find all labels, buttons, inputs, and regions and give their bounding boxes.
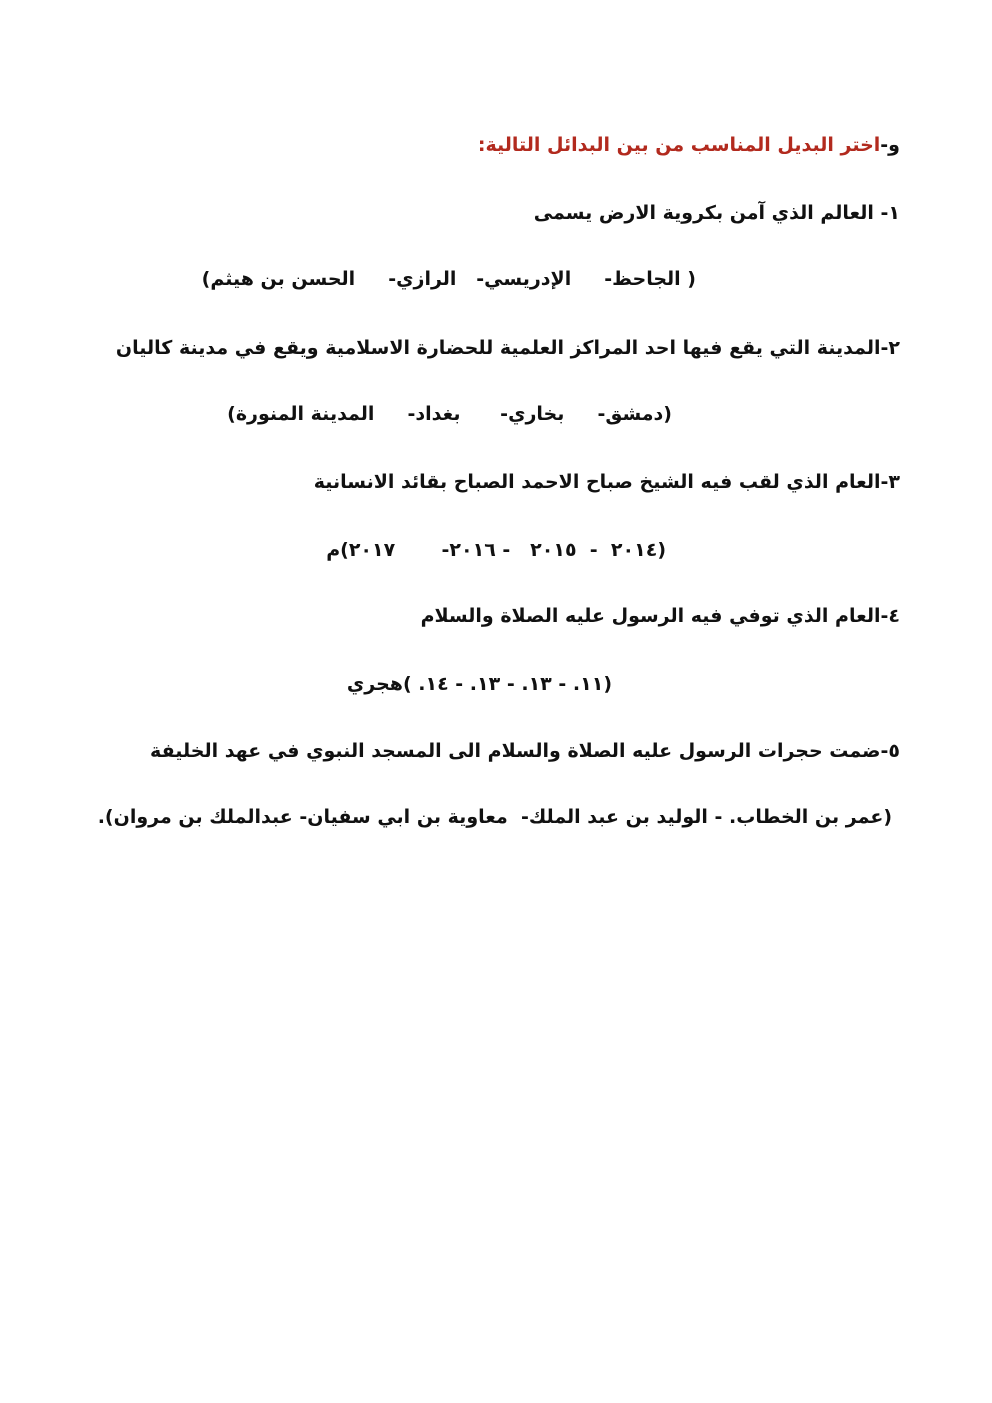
question-4-options: (١١. - ١٣. - ١٣. - ١٤. )هجري	[346, 673, 612, 695]
question-3-options: (٢٠١٤ - ٢٠١٥ - ٢٠١٦- ٢٠١٧)م	[326, 539, 666, 561]
question-4: ٤-العام الذي توفي فيه الرسول عليه الصلاة والسلام	[420, 605, 900, 627]
question-1: ١- العالم الذي آمن بكروية الارض يسمى	[533, 202, 900, 224]
section-instruction: اختر البديل المناسب من بين البدائل التالية:	[477, 134, 881, 156]
question-5-options: (عمر بن الخطاب. - الوليد بن عبد الملك- معاوية بن ابي سفيان- عبدالملك بن مروان).	[97, 806, 892, 828]
question-5: ٥-ضمت حجرات الرسول عليه الصلاة والسلام الى المسجد النبوي في عهد الخليفة	[150, 740, 900, 762]
section-heading	[478, 131, 900, 159]
question-2-options: (دمشق- بخاري- بغداد- المدينة المنورة)	[227, 403, 672, 425]
section-letter: و-	[880, 134, 900, 156]
question-2: ٢-المدينة التي يقع فيها احد المراكز العلمية للحضارة الاسلامية ويقع في مدينة كاليان	[115, 337, 900, 359]
question-3: ٣-العام الذي لقب فيه الشيخ صباح الاحمد الصباح بقائد الانسانية	[313, 471, 900, 493]
question-1-options: ( الجاحظ- الإدريسي- الرازي- الحسن بن هيثم)	[201, 268, 696, 290]
